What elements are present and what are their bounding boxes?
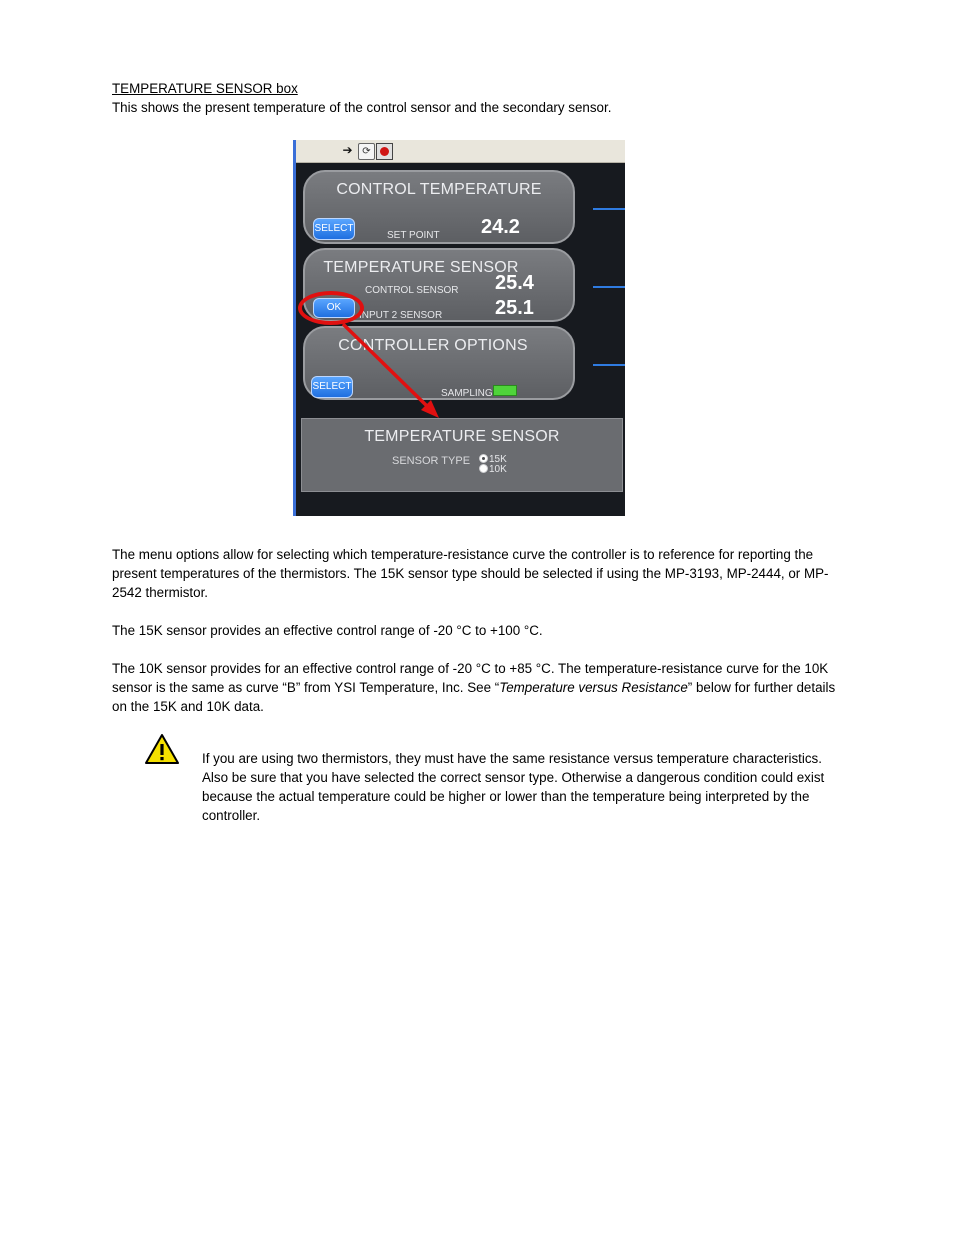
refresh-icon[interactable]: ⟳ bbox=[358, 143, 375, 160]
warning-paragraph: If you are using two thermistors, they must have the same resistance versus temperature characteristics. Also be sure that you have selected the correct sensor type. Otherwise a dangerous condition could exist because the actual temperature could be higher or lower than the temperature being interpreted by the controller. bbox=[202, 751, 825, 823]
setpoint-label: SET POINT bbox=[387, 230, 440, 241]
ok-button[interactable]: OK bbox=[313, 298, 355, 318]
radio-15k-label: 15K bbox=[489, 454, 507, 465]
run-arrow-icon[interactable]: ➔ bbox=[342, 143, 353, 157]
panel-title: TEMPERATURE SENSOR bbox=[323, 259, 519, 276]
select-button[interactable]: SELECT bbox=[313, 218, 355, 240]
setpoint-value: 24.2 bbox=[481, 216, 520, 238]
sensor-10k-text-b: ” below for further details on the 15K and 10K data. bbox=[112, 680, 836, 714]
control-sensor-value: 25.4 bbox=[495, 272, 534, 294]
input2-sensor-label: INPUT 2 SENSOR bbox=[359, 310, 443, 321]
sensor-type-label: SENSOR TYPE bbox=[392, 455, 471, 467]
warning-triangle-icon bbox=[144, 733, 180, 765]
annotation-arrow-icon bbox=[293, 140, 625, 516]
reference-link-text: Temperature versus Resistance bbox=[499, 680, 688, 695]
sampling-label: SAMPLING bbox=[441, 388, 493, 399]
select-button[interactable]: SELECT bbox=[311, 376, 353, 398]
radio-10k-label: 10K bbox=[489, 464, 507, 475]
popup-title: TEMPERATURE SENSOR bbox=[364, 428, 560, 445]
control-sensor-label: CONTROL SENSOR bbox=[365, 285, 459, 296]
intro-paragraph: This shows the present temperature of the control sensor and the secondary sensor. bbox=[112, 100, 612, 115]
panel-title: CONTROL TEMPERATURE bbox=[336, 181, 542, 198]
panel-title: CONTROLLER OPTIONS bbox=[338, 337, 528, 354]
section-heading: TEMPERATURE SENSOR box bbox=[112, 81, 298, 96]
sensor-10k-text-a: The 10K sensor provides for an effective control range of -20 °C to +85 °C. The temperature-resistance curve for the 10K sensor is the same as curve “B” from YSI Temperature, Inc. See “ bbox=[112, 661, 829, 695]
controller-screenshot bbox=[293, 140, 625, 516]
menu-options-paragraph: The menu options allow for selecting which temperature-resistance curve the controller is to reference for reporting the present temperatures of the thermistors. The 15K sensor type should be selected if using the MP-3193, MP-2444, or MP-2542 thermistor. bbox=[112, 547, 829, 600]
sensor-10k-paragraph bbox=[112, 659, 842, 716]
input2-sensor-value: 25.1 bbox=[495, 297, 534, 319]
sensor-15k-paragraph: The 15K sensor provides an effective control range of -20 °C to +100 °C. bbox=[112, 623, 543, 638]
